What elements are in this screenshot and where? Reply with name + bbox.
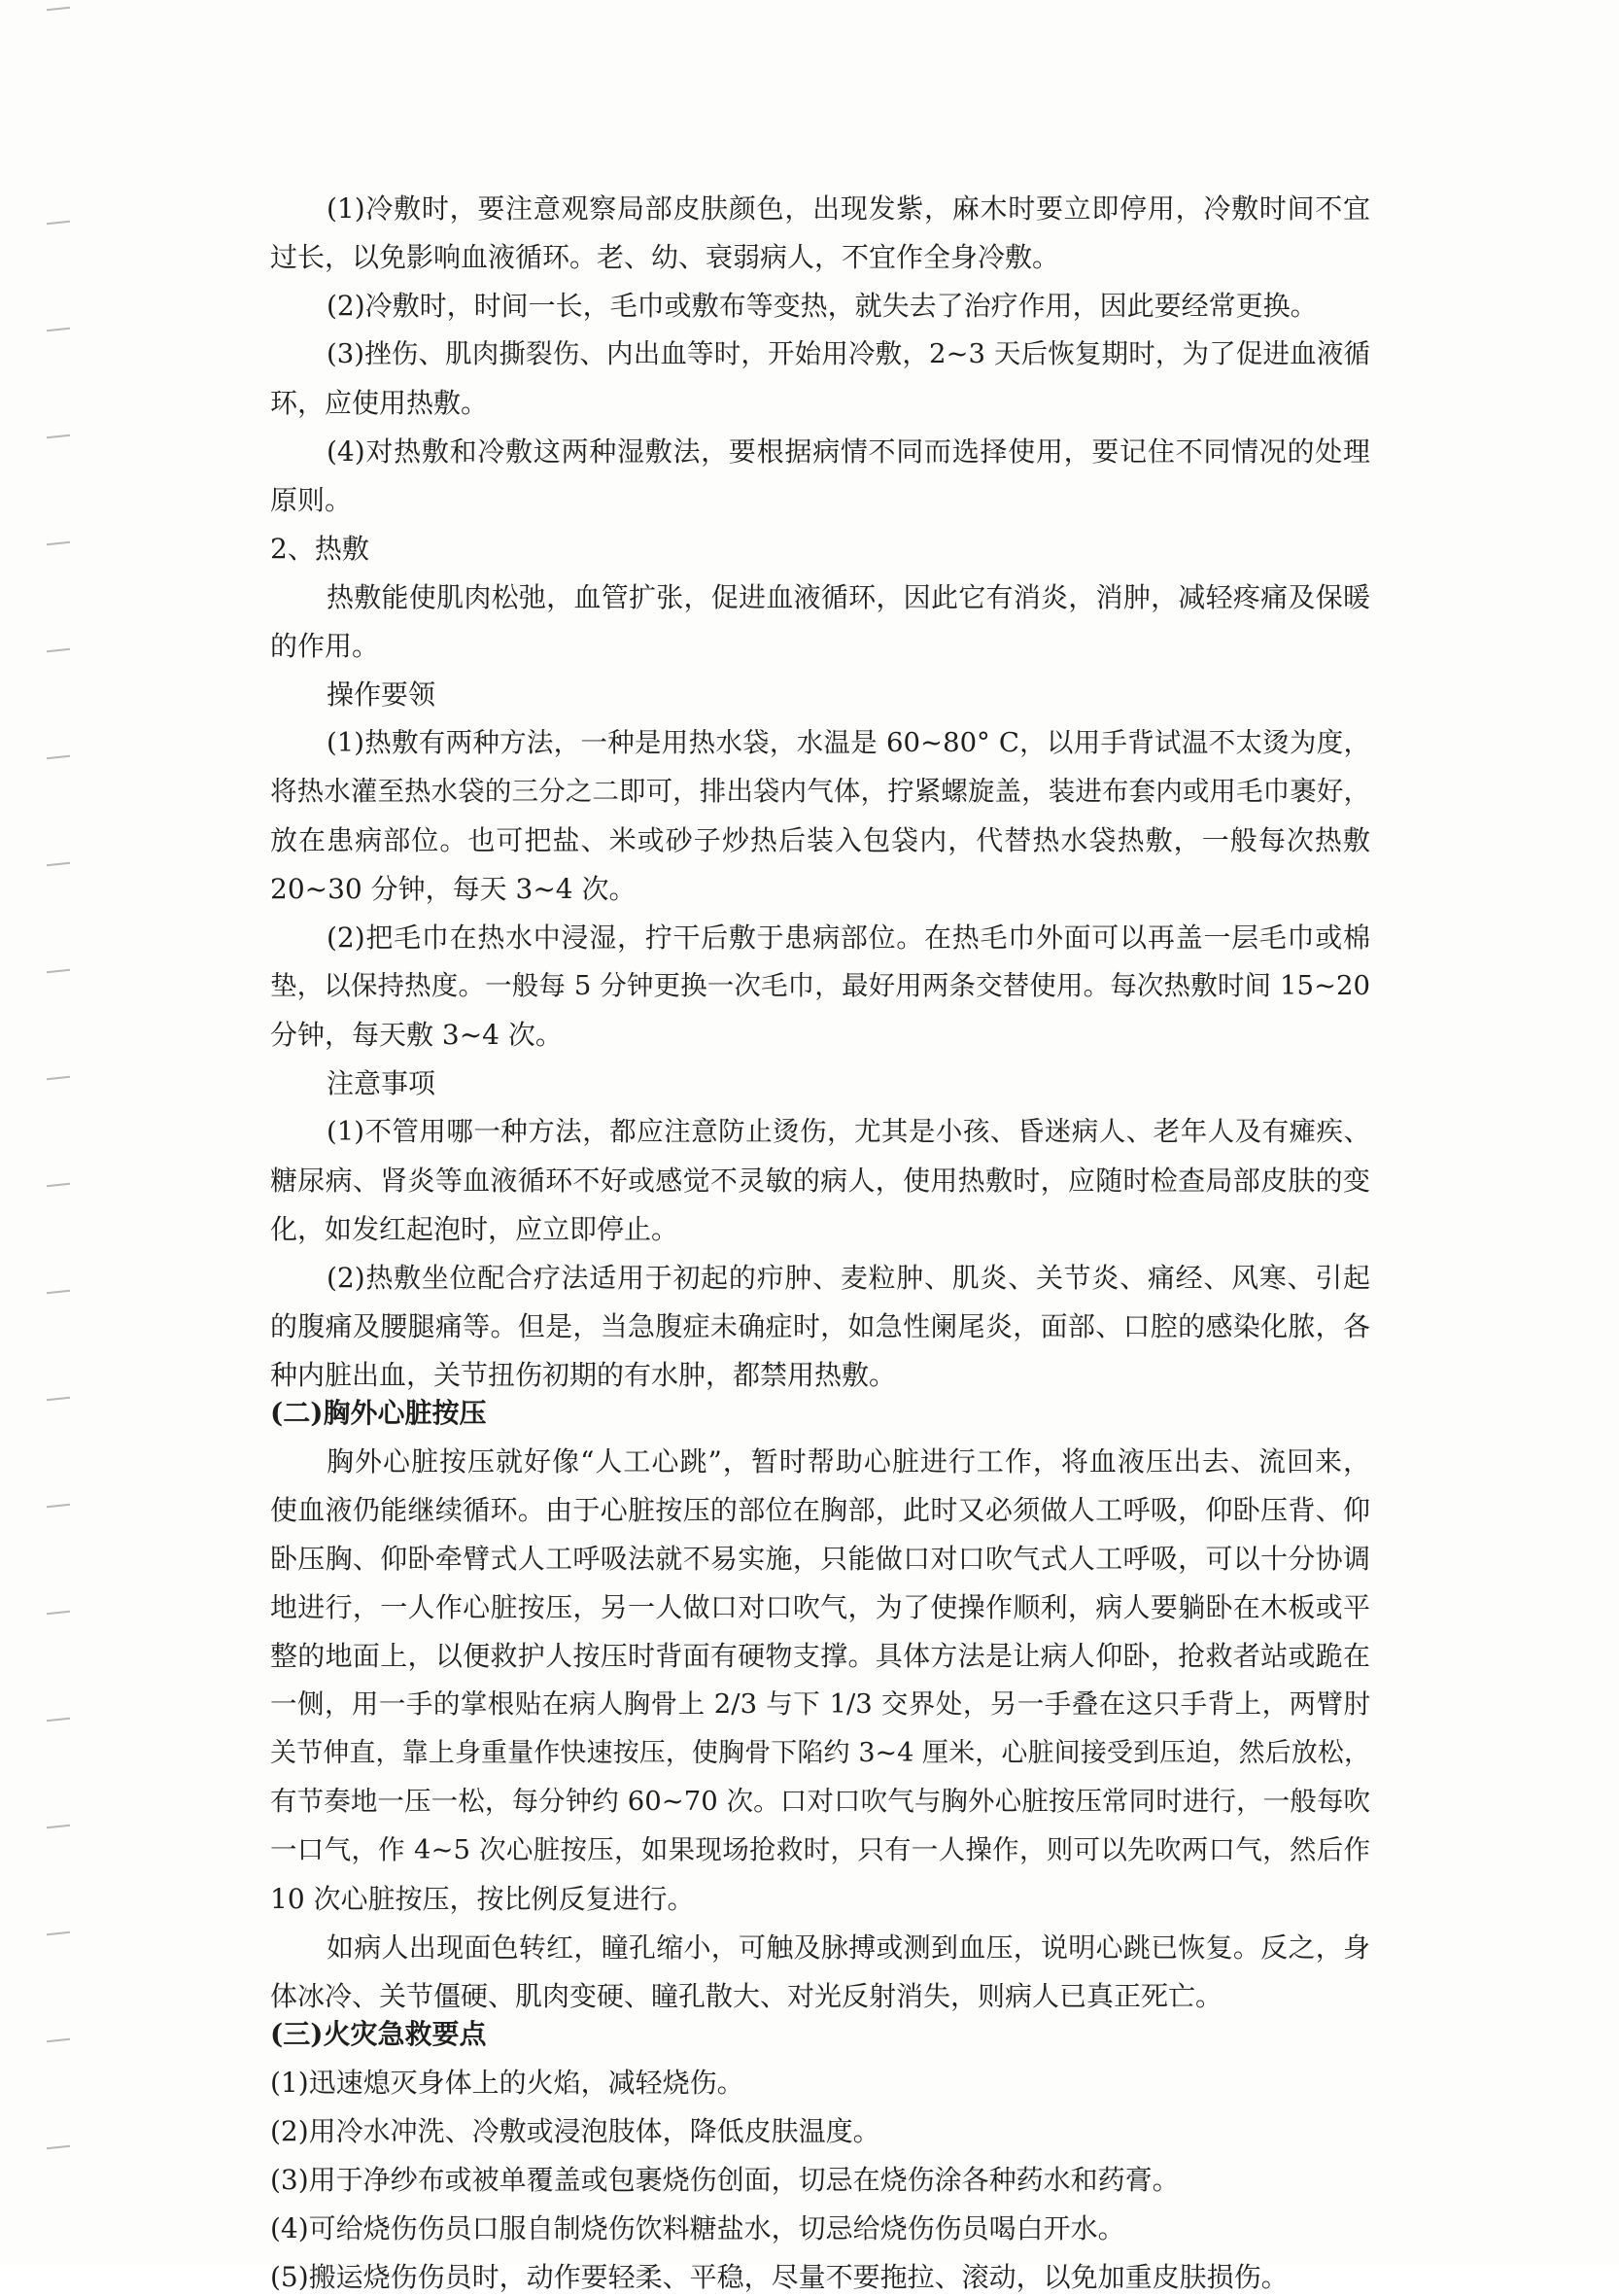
text-line: 放在患病部位。也可把盐、米或砂子炒热后装入包袋内，代替热水袋热敷，一般每次热敷 (270, 824, 1370, 856)
text-line: (2)用冷水冲洗、冷敷或浸泡肢体，降低皮肤温度。 (270, 2115, 880, 2147)
section-heading: (二)胸外心脏按压 (270, 1397, 487, 1429)
text-line: 一侧，用一手的掌根贴在病人胸骨上 2/3 与下 1/3 交界处，另一手叠在这只手背上，两臂肘 (270, 1688, 1370, 1720)
margin-mark (47, 1611, 70, 1615)
margin-mark (47, 2145, 70, 2149)
text-line: 垫，以保持热度。一般每 5 分钟更换一次毛巾，最好用两条交替使用。每次热敷时间 15~20 (270, 970, 1370, 1001)
text-line: 2、热敷 (270, 533, 369, 565)
text-line: (4)可给烧伤伤员口服自制烧伤饮料糖盐水，切忌给烧伤伤员喝白开水。 (270, 2212, 1125, 2244)
margin-mark (47, 7, 70, 11)
text-line: 糖尿病、肾炎等血液循环不好或感觉不灵敏的病人，使用热敷时，应随时检查局部皮肤的变 (270, 1165, 1370, 1197)
margin-mark (47, 1504, 70, 1508)
margin-mark (47, 755, 70, 759)
margin-mark (47, 1931, 70, 1935)
margin-mark (47, 221, 70, 225)
margin-mark (47, 969, 70, 973)
text-line: 一口气，作 4~5 次心脏按压，如果现场抢救时，只有一人操作，则可以先吹两口气，然后作 (270, 1834, 1370, 1865)
text-line: (3)挫伤、肌肉撕裂伤、内出血等时，开始用冷敷，2~3 天后恢复期时，为了促进血液循 (327, 338, 1370, 369)
text-line: (4)对热敷和冷敷这两种湿敷法，要根据病情不同而选择使用，要记住不同情况的处理 (327, 435, 1370, 468)
text-line: 操作要领 (327, 678, 436, 711)
text-line: (2)热敷坐位配合疗法适用于初起的疖肿、麦粒肿、肌炎、关节炎、痛经、风寒、引起 (327, 1262, 1370, 1294)
margin-mark (47, 648, 70, 652)
text-line: 使血液仍能继续循环。由于心脏按压的部位在胸部，此时又必须做人工呼吸，仰卧压背、仰 (270, 1494, 1370, 1526)
text-line: 热敷能使肌肉松弛，血管扩张，促进血液循环，因此它有消炎，消肿，减轻疼痛及保暖 (327, 581, 1370, 613)
text-line: 关节伸直，靠上身重量作快速按压，使胸骨下陷约 3~4 厘米，心脏间接受到压迫，然后放松， (270, 1738, 1370, 1768)
text-line: 10 次心脏按压，按比例反复进行。 (270, 1883, 695, 1915)
text-line: 环，应使用热敷。 (270, 387, 489, 419)
margin-mark (47, 862, 70, 866)
text-line: (5)搬运烧伤伤员时，动作要轻柔、平稳，尽量不要拖拉、滚动，以免加重皮肤损伤。 (270, 2261, 1289, 2293)
text-line: 如病人出现面色转红，瞳孔缩小，可触及脉搏或测到血压，说明心跳已恢复。反之，身 (327, 1931, 1370, 1964)
text-line: 过长，以免影响血液循环。老、幼、衰弱病人，不宜作全身冷敷。 (270, 241, 1060, 273)
margin-mark (47, 1825, 70, 1828)
text-line: (1)不管用哪一种方法，都应注意防止烫伤，尤其是小孩、昏迷病人、老年人及有瘫疾、 (327, 1116, 1370, 1147)
binding-margin-marks (47, 0, 76, 2265)
text-line: 胸外心脏按压就好像“人工心跳”，暂时帮助心脏进行工作，将血液压出去、流回来， (327, 1445, 1370, 1478)
text-line: 地进行，一人作心脏按压，另一人做口对口吹气，为了使操作顺利，病人要躺卧在木板或平 (270, 1591, 1370, 1623)
document-body (270, 190, 1370, 2296)
text-line: 原则。 (270, 484, 353, 516)
margin-mark (47, 1076, 70, 1080)
text-line: 卧压胸、仰卧牵臂式人工呼吸法就不易实施，只能做口对口吹气式人工呼吸，可以十分协调 (270, 1543, 1370, 1575)
text-line: 20~30 分钟，每天 3~4 次。 (270, 873, 637, 905)
text-line: (1)冷敷时，要注意观察局部皮肤颜色，出现发紫，麻木时要立即停用，冷敷时间不宜 (327, 192, 1370, 225)
text-line: (3)用于净纱布或被单覆盖或包裹烧伤创面，切忌在烧伤涂各种药水和药膏。 (270, 2164, 1180, 2196)
margin-mark (47, 1290, 70, 1294)
section-heading: (三)火灾急救要点 (270, 2018, 487, 2050)
margin-mark (47, 435, 70, 438)
margin-mark (47, 1397, 70, 1401)
text-line: (1)迅速熄灭身体上的火焰，减轻烧伤。 (270, 2067, 744, 2099)
margin-mark (47, 541, 70, 545)
text-line: (1)热敷有两种方法，一种是用热水袋，水温是 60~80° C，以用手背试温不太烫为度， (327, 727, 1370, 758)
text-line: 种内脏出血，关节扭伤初期的有水肿，都禁用热敷。 (270, 1359, 897, 1391)
text-line: 的作用。 (270, 630, 380, 662)
text-line: 化，如发红起泡时，应立即停止。 (270, 1213, 679, 1245)
margin-mark (47, 1718, 70, 1722)
text-line: 注意事项 (327, 1067, 436, 1099)
margin-mark (47, 1183, 70, 1187)
text-line: (2)把毛巾在热水中浸湿，拧干后敷于患病部位。在热毛巾外面可以再盖一层毛巾或棉 (327, 922, 1370, 954)
text-line: 整的地面上，以便救护人按压时背面有硬物支撑。具体方法是让病人仰卧，抢救者站或跪在 (270, 1640, 1370, 1672)
text-line: 将热水灌至热水袋的三分之二即可，排出袋内气体，拧紧螺旋盖，装进布套内或用毛巾裹好， (270, 776, 1370, 807)
text-line: 分钟，每天敷 3~4 次。 (270, 1019, 563, 1051)
text-line: 体冰冷、关节僵硬、肌肉变硬、瞳孔散大、对光反射消失，则病人已真正死亡。 (270, 1980, 1223, 2012)
text-line: (2)冷敷时，时间一长，毛巾或敷布等变热，就失去了治疗作用，因此要经常更换。 (327, 290, 1318, 322)
text-line: 的腹痛及腰腿痛等。但是，当急腹症未确症时，如急性阑尾炎，面部、口腔的感染化脓，各 (270, 1310, 1370, 1342)
margin-mark (47, 2038, 70, 2042)
margin-mark (47, 328, 70, 331)
text-line: 有节奏地一压一松，每分钟约 60~70 次。口对口吹气与胸外心脏按压常同时进行，一般每吹 (270, 1786, 1370, 1817)
